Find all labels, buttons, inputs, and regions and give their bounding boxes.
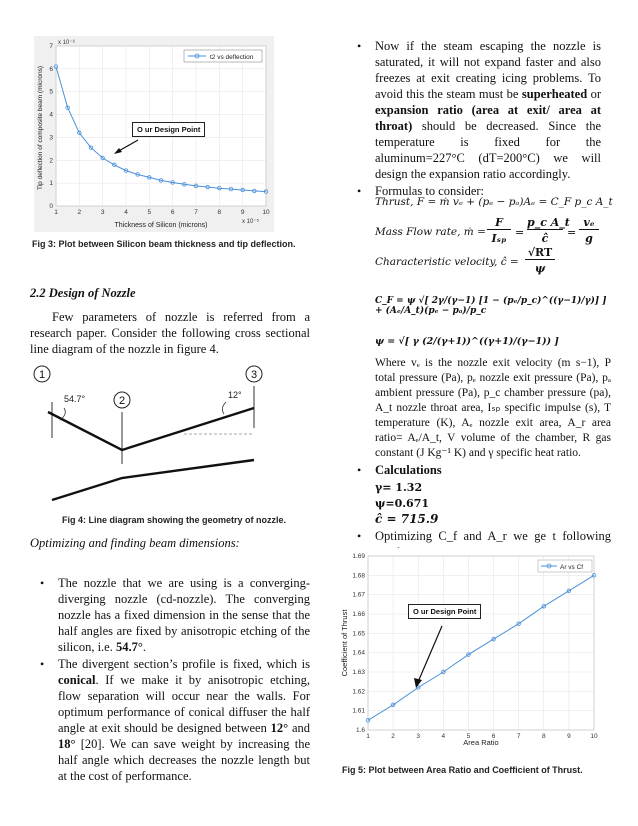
fig3-xtick-label: 4 [124,209,128,216]
fig5-legend-label: Ar vs Cf [560,564,584,571]
fig5-xtick-label: 9 [567,733,571,740]
fig3-ytick-label: 5 [49,88,53,96]
eq-characteristic-velocity: Characteristic velocity, ĉ = √RT ψ [375,246,610,282]
fig5-ytick-label: 1.63 [352,669,365,676]
fig5-ylabel: Coefficient of Thrust [340,609,349,677]
fig4-diagram [34,364,274,510]
right-bullet-list-calc [355,462,601,479]
optimizing-heading: Optimizing and finding beam dimensions: [30,536,240,550]
where-paragraph: Where vₑ is the nozzle exit velocity (m s−1), P total pressure (Pa), pₑ nozzle exit pressure (Pa), pₐ ambient pressure (Pa), p_c chamber pressure (pa), A_t nozzle throat area, Iₛₚ specific impulse (s), T temperature (K), Aₑ nozzle exit area, A_r area ratio= Aₑ/A_t, V volume of the chamber, R gas constant (J Kg⁻¹ K) and γ specific heat ratio. [375,357,611,459]
fig3-xtick-label: 5 [147,209,152,216]
fig3-xtick-label: 3 [100,209,105,216]
fig5-ytick-label: 1.65 [352,630,365,638]
fig3-x-exponent: x 10⁻⁵ [242,219,259,225]
section-intro: Few parameters of nozzle is referred from a research paper. Consider the following cross sectional line diagram of the nozzle in figure 4. [30,310,310,356]
fig5-annotation: O ur Design Point [408,604,481,619]
fig5-xtick-label: 4 [441,733,446,740]
fig3-xlabel: Thickness of Silicon (microns) [114,222,208,229]
fig4-label-2: 2 [118,395,126,407]
eq-thrust: Thrust, F = ṁ vₑ + (pₑ − pₐ)Aₑ = C_F p_c A_t [375,196,613,208]
bullet-optimizing: • Optimizing C_f and A_r we ge t following [355,528,611,560]
fig3-caption: Fig 3: Plot between Silicon beam thickness and tip deflection. [32,239,296,249]
fig5-xtick-label: 5 [466,733,471,740]
fig5-ytick-label: 1.62 [352,688,365,696]
right-bullet-list-top [355,38,601,200]
fig3-ytick-label: 7 [49,43,53,50]
fig3-annotation: O ur Design Point [132,122,205,137]
calc-psi: ψ=0.671 [375,497,430,510]
fig5-xtick-label: 8 [541,733,546,740]
calc-c: ĉ = 715.9 [375,512,439,526]
figure-5 [342,548,608,748]
fig3-xtick-label: 8 [217,209,222,216]
bullet-divergent-section: • The divergent section’s profile is fixed, which is conical. If we make it by anisotropic etching, flow separation will occur near the walls. For optimum performance of conical diffuser the half angle at exit should be designed between 12° and 18° [20]. We can save weight by increasing the half angle which decreases the nozzle length but at the cost of performance. [38,656,310,784]
fig3-ylabel: Tip deflection of composite beam (microns) [37,65,44,191]
eq-mass-flow: Mass Flow rate, ṁ = F Iₛₚ = p_c A_t ĉ = vₑ g [375,216,610,256]
fig3-xtick-label: 7 [194,209,198,216]
fig5-xlabel: Area Ratio [463,738,499,747]
bullet-cd-nozzle: • The nozzle that we are using is a converging-diverging nozzle (cd-nozzle). The converging nozzle has a fixed dimension in the sense that the half angles are fixed by anisotropic etching of the silicon, i.e. 54.7°. [38,575,310,655]
fig5-ytick-label: 1.69 [352,553,365,560]
eq-thrust-coefficient: C_F = ψ √[ 2γ/(γ−1) [1 − (pₑ/p_c)^((γ−1)/γ)] ] + (Aₑ/A_t)(pₑ − pₐ)/p_c [375,296,607,316]
fig3-xtick-label: 10 [262,209,270,216]
fig5-xtick-label: 10 [590,733,598,740]
fig5-ytick-label: 1.61 [352,707,365,715]
fig5-ytick-label: 1.68 [352,572,365,580]
bullet-formulas: • Formulas to consider: [355,183,601,199]
fig5-xtick-label: 3 [416,733,421,740]
fig5-ytick-label: 1.66 [352,611,365,618]
bullet-calculations: • Calculations [355,462,601,478]
fig5-xtick-label: 7 [516,733,521,740]
fig3-ytick-label: 0 [49,203,53,210]
figure-3 [34,36,274,232]
fig3-ytick-label: 1 [49,180,53,188]
fig4-label-3: 3 [250,369,258,381]
fig4-caption: Fig 4: Line diagram showing the geometry of nozzle. [62,515,287,525]
fig3-ytick-label: 3 [49,134,53,142]
calc-gamma: γ= 1.32 [375,481,423,494]
fig4-label-1: 1 [38,369,46,381]
fig4-angle-1: 54.7° [64,394,86,404]
fig5-ytick-label: 1.64 [352,649,365,657]
figure-4 [34,364,274,510]
fig3-xtick-label: 9 [240,209,245,216]
section-heading: 2.2 Design of Nozzle [30,286,136,300]
fig3-legend-label: t2 vs deflection [210,54,254,61]
fig3-ytick-label: 2 [49,157,53,165]
fig5-ytick-label: 1.67 [352,591,365,599]
fig5-chart [342,548,608,748]
fig3-xtick-label: 6 [170,209,175,216]
fig5-xtick-label: 1 [366,733,370,740]
left-bullet-list [38,575,310,785]
fig5-xtick-label: 6 [491,733,496,740]
fig3-ytick-label: 4 [49,111,53,119]
bullet-steam: • Now if the steam escaping the nozzle is saturated, it will not expand faster and also freezes at exit creating icing problems. To avoid this the steam must be superheated or expansion ratio (area at exit/ area at throat) should be decreased. Since the temperature is fixed for the aluminum=227°C (dT=200°C) we will design the expansion ratio accordingly. [355,38,601,182]
fig3-y-exponent: x 10⁻⁶ [58,40,75,46]
fig3-ytick-label: 6 [49,65,53,73]
fig3-xtick-label: 1 [54,209,58,216]
fig5-ytick-label: 1.6 [355,727,365,734]
fig3-xtick-label: 2 [77,209,82,216]
eq-psi: ψ = √[ γ (2/(γ+1))^((γ+1)/(γ−1)) ] [375,336,559,347]
fig5-xtick-label: 2 [391,733,395,740]
fig5-caption: Fig 5: Plot between Area Ratio and Coefficient of Thrust. [342,765,583,775]
fig4-angle-2: 12° [228,390,242,400]
